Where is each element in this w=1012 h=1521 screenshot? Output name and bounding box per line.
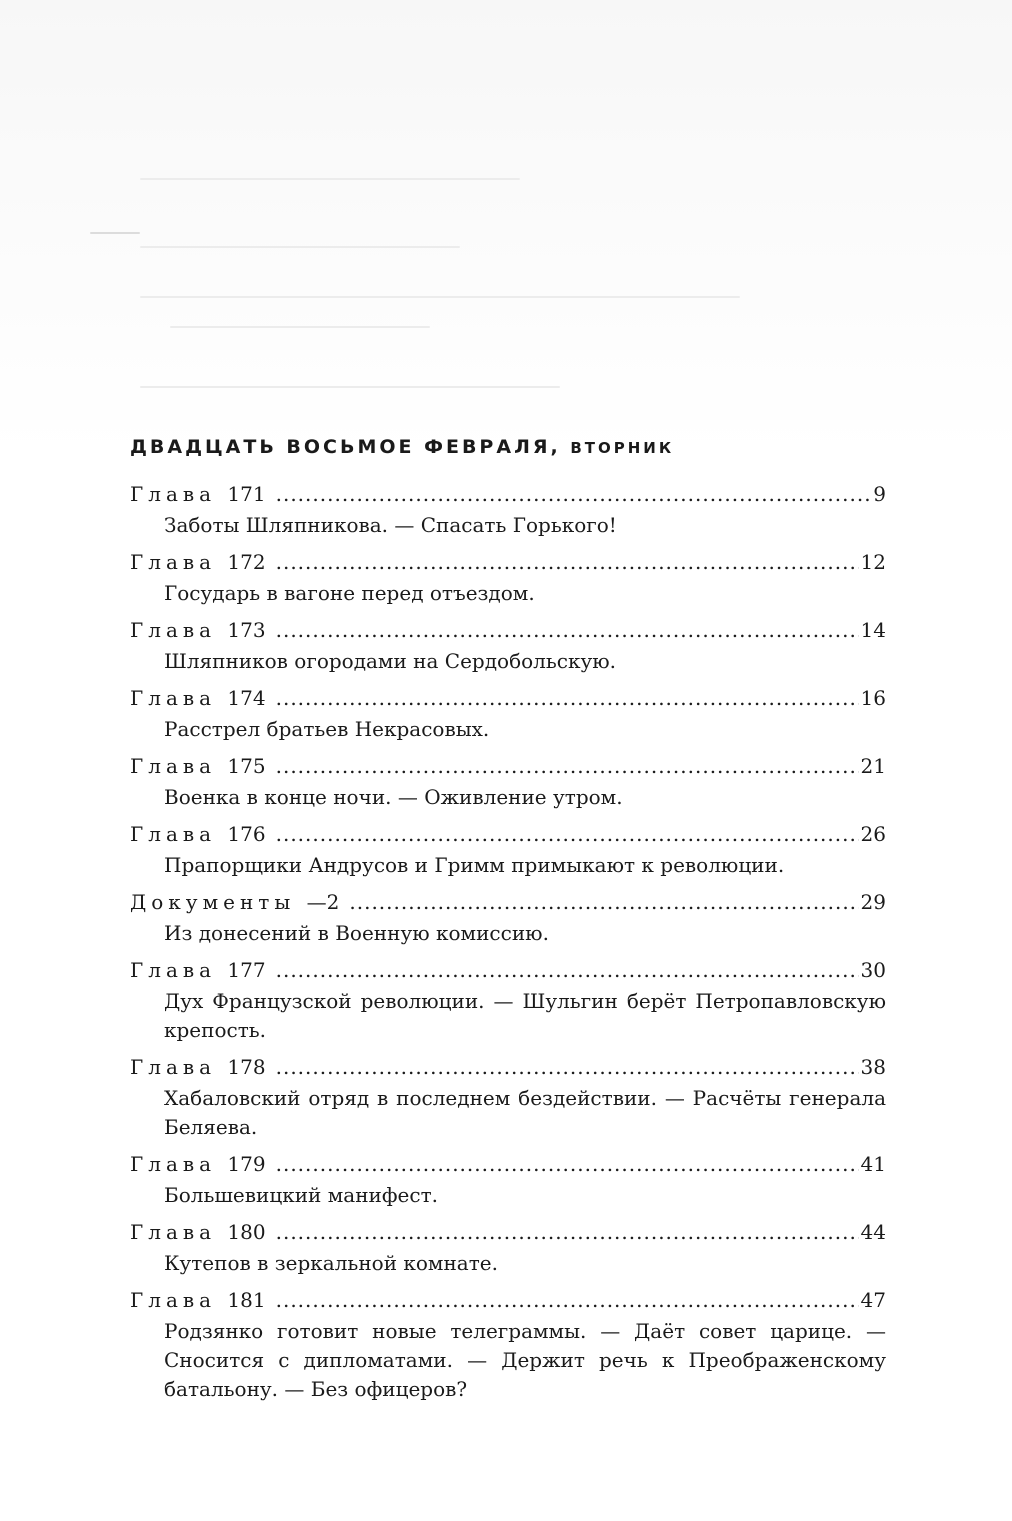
toc-entry[interactable] <box>130 616 886 676</box>
entry-kind: Документы <box>130 890 296 914</box>
entry-kind: Глава <box>130 1288 217 1312</box>
section-heading <box>130 436 674 458</box>
bleed-through-line <box>140 386 560 388</box>
leader-dots <box>276 752 859 780</box>
entry-number: 172 <box>227 550 266 574</box>
entry-number: 176 <box>227 822 266 846</box>
entry-number: 177 <box>227 958 266 982</box>
entry-page-number: 41 <box>860 1152 886 1176</box>
entry-description: Кутепов в зеркальной комнате. <box>164 1251 498 1275</box>
leader-dots <box>276 1053 859 1081</box>
leader-dots <box>276 1286 859 1314</box>
toc-entry[interactable] <box>130 480 886 540</box>
entry-label <box>130 752 266 780</box>
entry-kind: Глава <box>130 822 217 846</box>
leader-dots <box>276 956 859 984</box>
entry-description: Прапорщики Андрусов и Гримм примыкают к революции. <box>164 853 785 877</box>
section-title: ДВАДЦАТЬ ВОСЬМОЕ ФЕВРАЛЯ <box>130 436 551 458</box>
table-of-contents <box>130 480 886 1412</box>
entry-description: Военка в конце ночи. — Оживление утром. <box>164 785 623 809</box>
toc-entry[interactable] <box>130 548 886 608</box>
leader-dots <box>276 820 859 848</box>
toc-entry[interactable] <box>130 820 886 880</box>
entry-page-number: 38 <box>860 1055 886 1079</box>
entry-kind: Глава <box>130 686 217 710</box>
entry-number: 171 <box>227 482 266 506</box>
toc-entry[interactable] <box>130 1286 886 1404</box>
entry-kind: Глава <box>130 618 217 642</box>
entry-description: Шляпников огородами на Сердобольскую. <box>164 649 617 673</box>
entry-page-number: 21 <box>860 754 886 778</box>
entry-number: 178 <box>227 1055 266 1079</box>
entry-number: 180 <box>227 1220 266 1244</box>
entry-number: 175 <box>227 754 266 778</box>
bleed-through-line <box>140 178 520 180</box>
entry-description: Заботы Шляпникова. — Спасать Горького! <box>164 513 617 537</box>
entry-label <box>130 1053 266 1081</box>
entry-label <box>130 1218 266 1246</box>
entry-description: Большевицкий манифест. <box>164 1183 438 1207</box>
entry-kind: Глава <box>130 754 217 778</box>
leader-dots <box>276 684 859 712</box>
entry-kind: Глава <box>130 482 217 506</box>
entry-label <box>130 480 266 508</box>
entry-page-number: 47 <box>860 1288 886 1312</box>
entry-label <box>130 888 339 916</box>
entry-description: Расстрел братьев Некрасовых. <box>164 717 490 741</box>
entry-page-number: 30 <box>860 958 886 982</box>
entry-kind: Глава <box>130 1055 217 1079</box>
bleed-through-line <box>140 296 740 298</box>
entry-kind: Глава <box>130 958 217 982</box>
entry-page-number: 44 <box>860 1220 886 1244</box>
section-separator: , <box>550 436 561 458</box>
entry-number: —2 <box>306 890 340 914</box>
leader-dots <box>276 1150 859 1178</box>
entry-number: 174 <box>227 686 266 710</box>
bleed-through-line <box>170 326 430 328</box>
entry-number: 179 <box>227 1152 266 1176</box>
bleed-through-line <box>140 246 460 248</box>
entry-description: Из донесений в Военную комиссию. <box>164 921 549 945</box>
toc-entry[interactable] <box>130 956 886 1045</box>
entry-label <box>130 1150 266 1178</box>
leader-dots <box>276 548 859 576</box>
toc-entry[interactable] <box>130 1150 886 1210</box>
entry-page-number: 9 <box>873 482 886 506</box>
entry-page-number: 16 <box>860 686 886 710</box>
toc-entry[interactable] <box>130 684 886 744</box>
leader-dots <box>276 1218 859 1246</box>
entry-label <box>130 1286 266 1314</box>
section-weekday: ВТОРНИК <box>570 439 675 457</box>
leader-dots <box>276 480 872 508</box>
entry-kind: Глава <box>130 1220 217 1244</box>
entry-page-number: 12 <box>860 550 886 574</box>
entry-number: 173 <box>227 618 266 642</box>
entry-description: Хабаловский отряд в последнем бездействии. — Расчёты генерала Беляева. <box>164 1086 886 1139</box>
entry-kind: Глава <box>130 550 217 574</box>
entry-kind: Глава <box>130 1152 217 1176</box>
toc-entry[interactable] <box>130 1053 886 1142</box>
entry-label <box>130 956 266 984</box>
entry-label <box>130 548 266 576</box>
entry-page-number: 29 <box>860 890 886 914</box>
bleed-through-line <box>90 232 140 234</box>
leader-dots <box>349 888 858 916</box>
toc-entry[interactable] <box>130 1218 886 1278</box>
toc-entry[interactable] <box>130 752 886 812</box>
entry-description: Родзянко готовит новые телеграммы. — Даёт совет царице. — Сносится с дипломатами. — Держит речь к Преображенскому батальону. — Без офицеров? <box>164 1319 886 1401</box>
entry-label <box>130 820 266 848</box>
entry-number: 181 <box>227 1288 266 1312</box>
entry-page-number: 14 <box>860 618 886 642</box>
entry-description: Государь в вагоне перед отъездом. <box>164 581 535 605</box>
toc-entry[interactable] <box>130 888 886 948</box>
entry-description: Дух Французской революции. — Шульгин берёт Петропавловскую крепость. <box>164 989 886 1042</box>
entry-label <box>130 684 266 712</box>
entry-page-number: 26 <box>860 822 886 846</box>
leader-dots <box>276 616 859 644</box>
entry-label <box>130 616 266 644</box>
